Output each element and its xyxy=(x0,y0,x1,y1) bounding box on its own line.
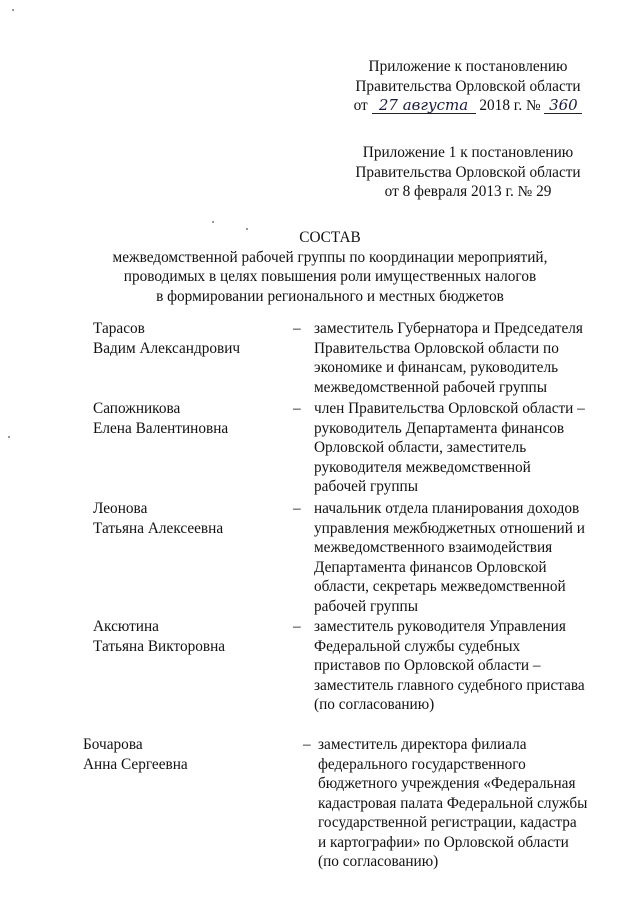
scan-speck xyxy=(212,221,214,223)
member-given-name: Анна Сергеевна xyxy=(83,755,188,773)
date-prefix: от xyxy=(353,97,368,114)
scan-speck xyxy=(246,228,248,230)
member-surname: Леонова xyxy=(93,500,148,517)
handwritten-date: 27 августа xyxy=(372,97,476,114)
member-name xyxy=(93,617,283,656)
appendix-header-current xyxy=(318,57,618,116)
role-line: экономике и финансам, руководитель xyxy=(314,359,559,376)
title-heading: СОСТАВ xyxy=(299,229,361,246)
appendix-line: Правительства Орловской области xyxy=(355,163,581,181)
appendix-line: Приложение 1 к постановлению xyxy=(362,144,574,161)
role-line: и картографии» по Орловской области xyxy=(318,833,569,851)
role-line: рабочей группы xyxy=(314,478,418,495)
role-line: руководитель Департамента финансов xyxy=(314,419,565,437)
dash-separator: – xyxy=(293,618,301,635)
role-line: приставов по Орловской области – xyxy=(314,657,541,674)
member-surname: Бочарова xyxy=(83,736,143,753)
title-line: в формировании регионального и местных бюджетов xyxy=(156,287,504,305)
member-name xyxy=(93,399,283,438)
member-given-name: Елена Валентиновна xyxy=(93,419,229,437)
role-line: межведомственной рабочей группы xyxy=(314,378,547,396)
member-role xyxy=(314,319,614,397)
member-given-name: Вадим Александрович xyxy=(93,339,241,357)
member-role xyxy=(318,735,618,872)
member-role xyxy=(314,499,614,616)
member-name xyxy=(83,735,273,774)
appendix-header-original xyxy=(318,143,618,202)
role-line: Правительства Орловской области по xyxy=(314,339,559,357)
member-role xyxy=(314,617,614,715)
dash-separator: – xyxy=(303,736,311,753)
handwritten-number: 360 xyxy=(544,97,582,114)
role-line: Федеральной службы судебных xyxy=(314,637,521,655)
appendix-date-line xyxy=(318,96,618,116)
role-line: рабочей группы xyxy=(314,597,418,615)
role-line: Департамента финансов Орловской xyxy=(314,558,547,576)
appendix-line: от 8 февраля 2013 г. № 29 xyxy=(384,183,552,200)
year-and-number-label: 2018 г. № xyxy=(479,97,541,114)
title-line: проводимых в целях повышения роли имущественных налогов xyxy=(123,268,537,285)
role-line: заместитель руководителя Управления xyxy=(314,618,566,635)
dash-separator: – xyxy=(293,500,301,517)
role-line: государственной регистрации, кадастра xyxy=(318,814,577,831)
document-title xyxy=(95,228,565,306)
role-line: заместитель директора филиала xyxy=(318,736,527,753)
member-surname: Аксютина xyxy=(93,618,159,635)
role-line: межведомственного взаимодействия xyxy=(314,539,553,556)
scan-speck xyxy=(12,9,14,11)
role-line: заместитель главного судебного пристава xyxy=(314,676,585,694)
role-line: (по согласованию) xyxy=(314,696,435,713)
member-given-name: Татьяна Алексеевна xyxy=(93,519,224,537)
dash-separator: – xyxy=(293,400,301,417)
role-line: Орловской области, заместитель xyxy=(314,439,527,456)
role-line: руководителя межведомственной xyxy=(314,458,531,476)
role-line: бюджетного учреждения «Федеральная xyxy=(318,775,576,792)
scan-speck xyxy=(8,436,10,438)
member-role xyxy=(314,399,614,497)
member-name xyxy=(93,499,283,538)
role-line: управления межбюджетных отношений и xyxy=(314,519,585,537)
role-line: федерального государственного xyxy=(318,755,526,773)
appendix-line: Приложение к постановлению xyxy=(368,58,568,75)
role-line: член Правительства Орловской области – xyxy=(314,400,585,417)
role-line: (по согласованию) xyxy=(318,853,439,870)
role-line: кадастровая палата Федеральной службы xyxy=(318,794,588,812)
member-given-name: Татьяна Викторовна xyxy=(93,637,226,655)
role-line: начальник отдела планирования доходов xyxy=(314,500,580,517)
title-line: межведомственной рабочей группы по координации мероприятий, xyxy=(112,248,548,266)
role-line: области, секретарь межведомственной xyxy=(314,578,566,595)
member-surname: Тарасов xyxy=(93,320,145,337)
dash-separator: – xyxy=(293,320,301,337)
role-line: заместитель Губернатора и Председателя xyxy=(314,320,583,337)
appendix-line: Правительства Орловской области xyxy=(355,77,581,95)
member-name xyxy=(93,319,283,358)
member-surname: Сапожникова xyxy=(93,400,181,417)
